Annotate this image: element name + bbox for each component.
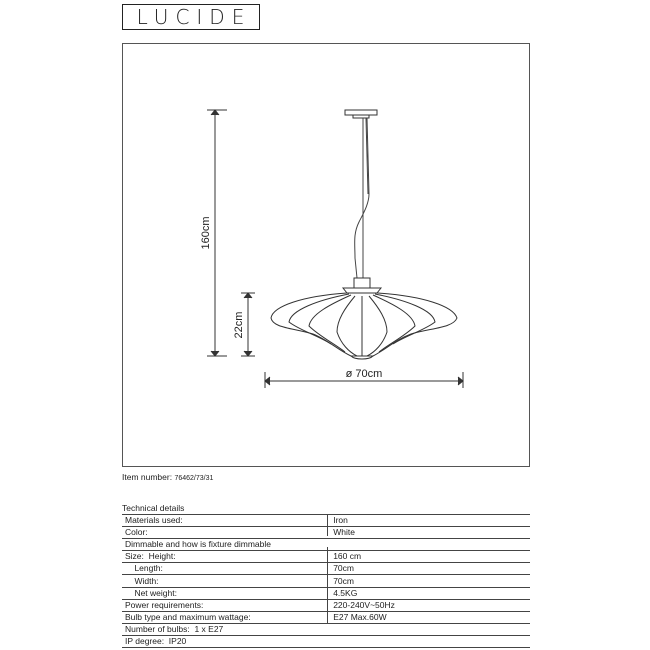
table-row — [122, 515, 530, 527]
spec-value: 70cm — [330, 563, 530, 575]
lamp-top-fitting — [343, 278, 381, 293]
spec-value: 220-240V~50Hz — [330, 599, 530, 611]
spec-value: White — [330, 527, 530, 539]
spec-value — [330, 539, 530, 551]
pendant-lamp-drawing — [123, 44, 531, 468]
spec-label: Color: — [122, 527, 330, 539]
height-label: 160cm — [200, 216, 212, 250]
lampshade — [271, 293, 457, 359]
table-row — [122, 623, 530, 635]
table-row — [122, 611, 530, 623]
suspension-cable — [355, 118, 369, 278]
table-row — [122, 527, 530, 539]
item-number — [122, 472, 213, 482]
spec-label: Net weight: — [122, 587, 330, 599]
column-divider — [327, 514, 328, 536]
shade-height-label: 22cm — [233, 311, 245, 339]
item-number-label: Item number: — [122, 472, 173, 482]
spec-label: Number of bulbs: 1 x E27 — [122, 623, 330, 635]
spec-value: E27 Max.60W — [330, 611, 530, 623]
spec-label: Dimmable and how is fixture dimmable — [122, 539, 330, 551]
spec-label: Width: — [122, 575, 330, 587]
product-drawing — [122, 43, 530, 467]
brand-logo — [122, 4, 260, 30]
technical-details-title: Technical details — [122, 503, 185, 513]
spec-label: Length: — [122, 563, 330, 575]
spec-value: 70cm — [330, 575, 530, 587]
table-row — [122, 587, 530, 599]
spec-value: 160 cm — [330, 551, 530, 563]
spec-label: IP degree: IP20 — [122, 635, 330, 647]
spec-label: Materials used: — [122, 515, 330, 527]
ceiling-canopy — [345, 110, 377, 118]
spec-value — [330, 635, 530, 647]
spec-value: Iron — [330, 515, 530, 527]
brand-logo-text: LUCIDE — [136, 5, 252, 29]
table-row — [122, 575, 530, 587]
column-divider — [327, 547, 328, 624]
table-row — [122, 599, 530, 611]
technical-details-table — [122, 514, 530, 648]
spec-label: Power requirements: — [122, 599, 330, 611]
table-row — [122, 563, 530, 575]
table-row — [122, 539, 530, 551]
spec-label: Bulb type and maximum wattage: — [122, 611, 330, 623]
spec-label: Size: Height: — [122, 551, 330, 563]
spec-value: 4.5KG — [330, 587, 530, 599]
diameter-label: ø 70cm — [345, 368, 383, 380]
table-row — [122, 635, 530, 647]
spec-value — [330, 623, 530, 635]
item-number-value: 76462/73/31 — [174, 475, 214, 482]
table-row — [122, 551, 530, 563]
